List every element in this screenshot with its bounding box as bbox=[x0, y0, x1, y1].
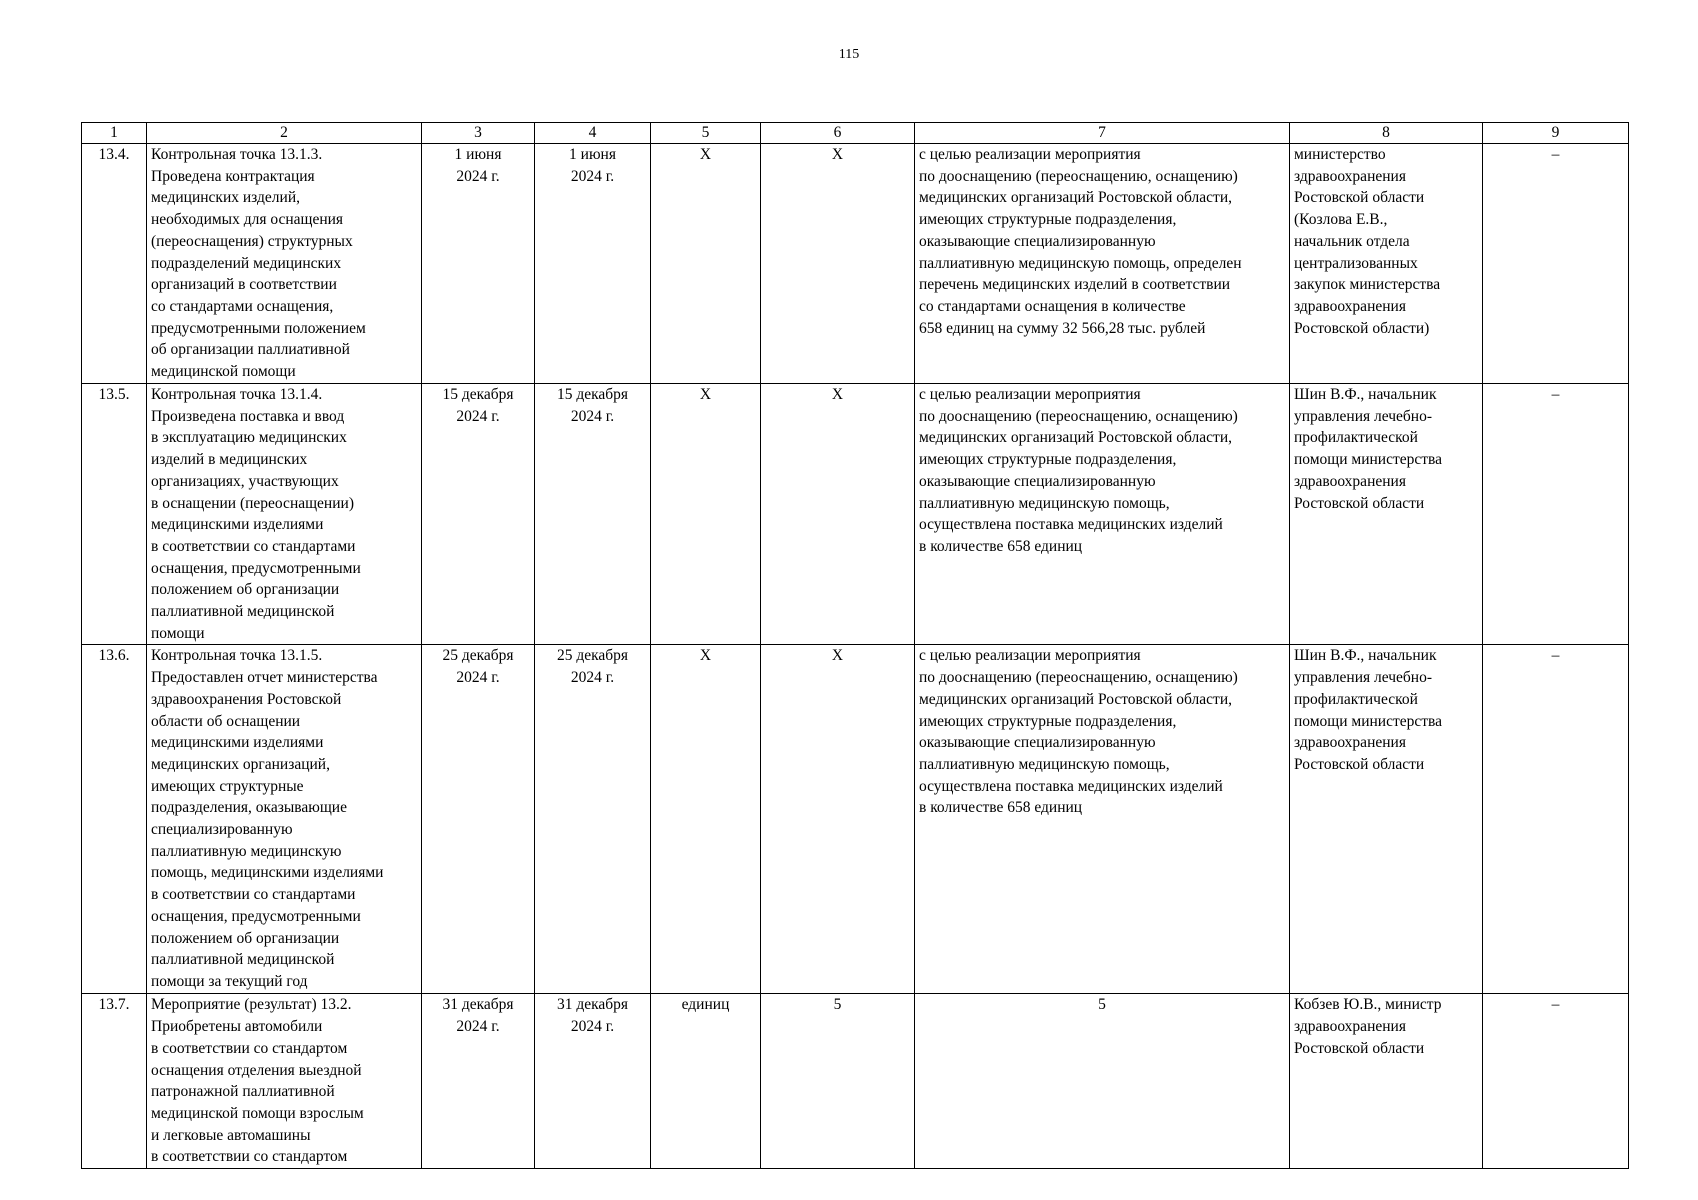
end-date: 15 декабря 2024 г. bbox=[535, 384, 651, 645]
value: 5 bbox=[761, 994, 915, 1169]
row-number: 13.6. bbox=[82, 645, 147, 994]
start-date: 25 декабря 2024 г. bbox=[422, 645, 535, 994]
row-number: 13.7. bbox=[82, 994, 147, 1169]
value: Х bbox=[761, 384, 915, 645]
unit: Х bbox=[651, 645, 761, 994]
header-cell: 2 bbox=[147, 123, 422, 144]
header-cell: 6 bbox=[761, 123, 915, 144]
value: Х bbox=[761, 645, 915, 994]
responsible: министерство здравоохранения Ростовской области (Козлова Е.В., начальник отдела централизованных закупок министерства здравоохранения Ростовской области) bbox=[1290, 144, 1483, 384]
col9-value: – bbox=[1483, 144, 1629, 384]
table-row bbox=[82, 144, 1629, 384]
header-cell: 9 bbox=[1483, 123, 1629, 144]
responsible: Шин В.Ф., начальник управления лечебно- профилактической помощи министерства здравоохранения Ростовской области bbox=[1290, 645, 1483, 994]
header-cell: 4 bbox=[535, 123, 651, 144]
plan-table bbox=[81, 122, 1629, 1169]
responsible: Шин В.Ф., начальник управления лечебно- профилактической помощи министерства здравоохранения Ростовской области bbox=[1290, 384, 1483, 645]
row-number: 13.5. bbox=[82, 384, 147, 645]
result-text: 5 bbox=[915, 994, 1290, 1169]
result-text: с целью реализации мероприятия по дооснащению (переоснащению, оснащению) медицинских организаций Ростовской области, имеющих структурные подразделения, оказывающие специализированную паллиативную медицинскую помощь, осуществлена поставка медицинских изделий в количестве 658 единиц bbox=[915, 645, 1290, 994]
value: Х bbox=[761, 144, 915, 384]
table-row bbox=[82, 645, 1629, 994]
header-cell: 3 bbox=[422, 123, 535, 144]
start-date: 15 декабря 2024 г. bbox=[422, 384, 535, 645]
row-number: 13.4. bbox=[82, 144, 147, 384]
col9-value: – bbox=[1483, 994, 1629, 1169]
responsible: Кобзев Ю.В., министр здравоохранения Ростовской области bbox=[1290, 994, 1483, 1169]
header-cell: 5 bbox=[651, 123, 761, 144]
col9-value: – bbox=[1483, 384, 1629, 645]
header-cell: 8 bbox=[1290, 123, 1483, 144]
table-row bbox=[82, 384, 1629, 645]
start-date: 1 июня 2024 г. bbox=[422, 144, 535, 384]
header-cell: 1 bbox=[82, 123, 147, 144]
end-date: 31 декабря 2024 г. bbox=[535, 994, 651, 1169]
column-number-row bbox=[82, 123, 1629, 144]
end-date: 1 июня 2024 г. bbox=[535, 144, 651, 384]
row-title: Мероприятие (результат) 13.2. Приобретены автомобили в соответствии со стандартом оснащения отделения выездной патронажной паллиативной медицинской помощи взрослым и легковые автомашины в соответствии со стандартом bbox=[147, 994, 422, 1169]
result-text: с целью реализации мероприятия по дооснащению (переоснащению, оснащению) медицинских организаций Ростовской области, имеющих структурные подразделения, оказывающие специализированную паллиативную медицинскую помощь, определен перечень медицинских изделий в соответствии со стандартами оснащения в количестве 658 единиц на сумму 32 566,28 тыс. рублей bbox=[915, 144, 1290, 384]
row-title: Контрольная точка 13.1.4. Произведена поставка и ввод в эксплуатацию медицинских изделий в медицинских организациях, участвующих в оснащении (переоснащении) медицинскими изделиями в соответствии со стандартами оснащения, предусмотренными положением об организации паллиативной медицинской помощи bbox=[147, 384, 422, 645]
header-cell: 7 bbox=[915, 123, 1290, 144]
result-text: с целью реализации мероприятия по дооснащению (переоснащению, оснащению) медицинских организаций Ростовской области, имеющих структурные подразделения, оказывающие специализированную паллиативную медицинскую помощь, осуществлена поставка медицинских изделий в количестве 658 единиц bbox=[915, 384, 1290, 645]
row-title: Контрольная точка 13.1.5. Предоставлен отчет министерства здравоохранения Ростовской области об оснащении медицинскими изделиями медицинских организаций, имеющих структурные подразделения, оказывающие специализированную паллиативную медицинскую помощь, медицинскими изделиями в соответствии со стандартами оснащения, предусмотренными положением об организации паллиативной медицинской помощи за текущий год bbox=[147, 645, 422, 994]
unit: Х bbox=[651, 144, 761, 384]
page-number: 115 bbox=[838, 47, 860, 62]
end-date: 25 декабря 2024 г. bbox=[535, 645, 651, 994]
row-title: Контрольная точка 13.1.3. Проведена контрактация медицинских изделий, необходимых для оснащения (переоснащения) структурных подразделений медицинских организаций в соответствии со стандартами оснащения, предусмотренными положением об организации паллиативной медицинской помощи bbox=[147, 144, 422, 384]
unit: единиц bbox=[651, 994, 761, 1169]
start-date: 31 декабря 2024 г. bbox=[422, 994, 535, 1169]
unit: Х bbox=[651, 384, 761, 645]
table-row bbox=[82, 994, 1629, 1169]
col9-value: – bbox=[1483, 645, 1629, 994]
